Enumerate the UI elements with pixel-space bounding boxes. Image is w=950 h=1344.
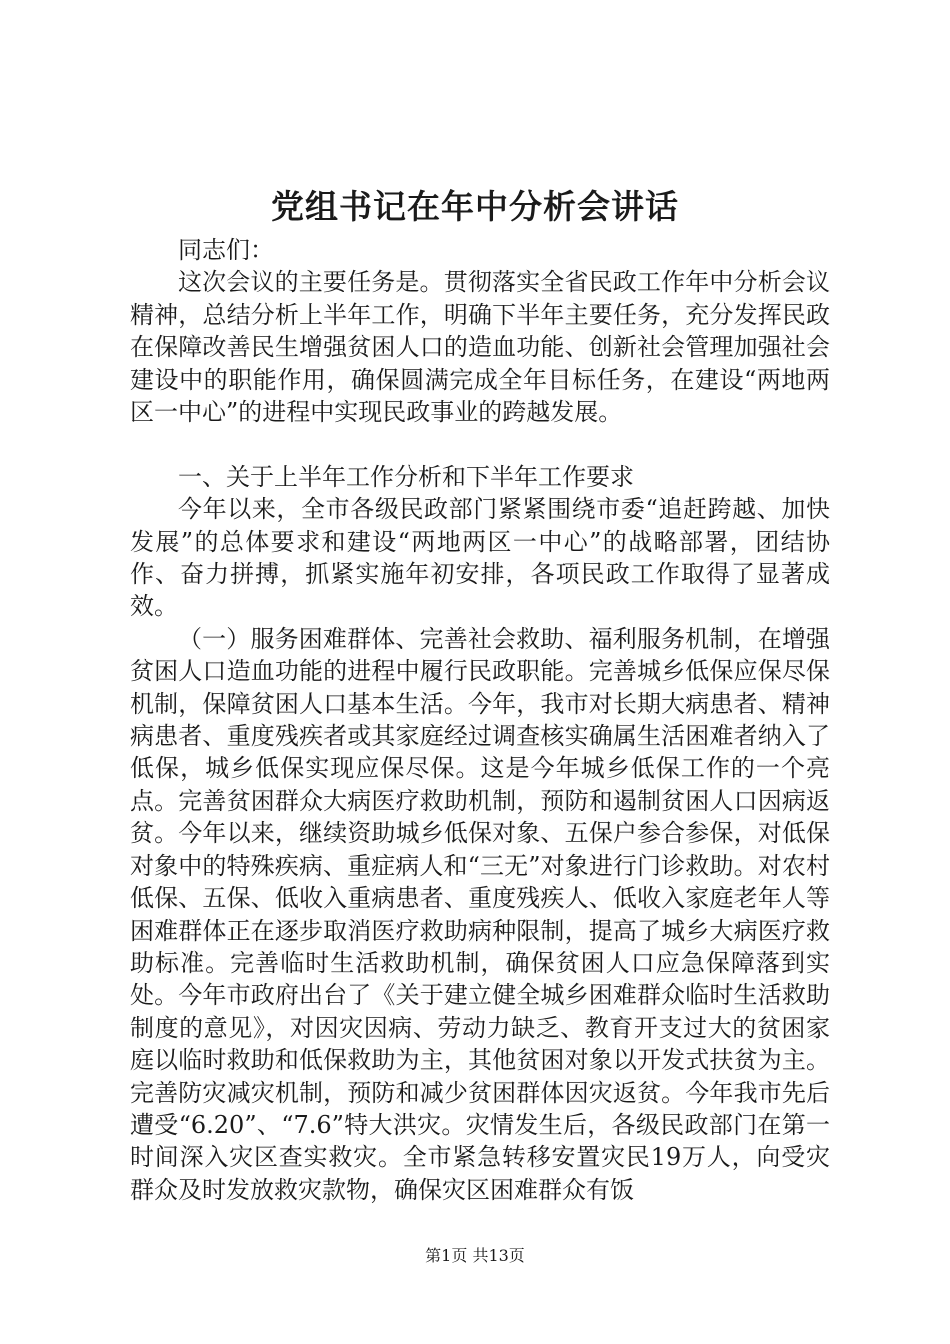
paragraph-intro: 这次会议的主要任务是。贯彻落实全省民政工作年中分析会议精神，总结分析上半年工作，明确下半年主要任务，充分发挥民政在保障改善民生增强贫困人口的造血功能、创新社会管理加强社会建设中的职能作用，确保圆满完成全年目标任务，在建设“两地两区一中心”的进程中实现民政事业的跨越发展。 xyxy=(130,268,830,427)
paragraph-overview: 今年以来，全市各级民政部门紧紧围绕市委“追赶跨越、加快发展”的总体要求和建设“两地两区一中心”的战略部署，团结协作、奋力拼搏，抓紧实施年初安排，各项民政工作取得了显著成效。 xyxy=(130,495,830,621)
page-number-footer: 第1页 共13页 xyxy=(425,1246,525,1265)
paragraph-spacer xyxy=(130,428,830,460)
greeting: 同志们： xyxy=(178,236,274,264)
document-body xyxy=(130,234,830,1206)
section-heading: 一、关于上半年工作分析和下半年工作要求 xyxy=(178,462,634,491)
paragraph-section-1: （一）服务困难群体、完善社会救助、福利服务机制，在增强贫困人口造血功能的进程中履行民政职能。完善城乡低保应保尽保机制，保障贫困人口基本生活。今年，我市对长期大病患者、精神病患者、重度残疾者或其家庭经过调查核实确属生活困难者纳入了低保，城乡低保实现应保尽保。这是今年城乡低保工作的一个亮点。完善贫困群众大病医疗救助机制，预防和遏制贫困人口因病返贫。今年以来，继续资助城乡低保对象、五保户参合参保，对低保对象中的特殊疾病、重症病人和“三无”对象进行门诊救助。对农村低保、五保、低收入重病患者、重度残疾人、低收入家庭老年人等困难群体正在逐步取消医疗救助病种限制，提高了城乡大病医疗救助标准。完善临时生活救助机制，确保贫困人口应急保障落到实处。今年市政府出台了《关于建立健全城乡困难群众临时生活救助制度的意见》，对因灾因病、劳动力缺乏、教育开支过大的贫困家庭以临时救助和低保救助为主，其他贫困对象以开发式扶贫为主。完善防灾减灾机制，预防和减少贫困群体因灾返贫。今年我市先后遭受“6.20”、“7.6”特大洪灾。灾情发生后，各级民政部门在第一时间深入灾区查实救灾。全市紧急转移安置灾民19万人，向受灾群众及时发放救灾款物，确保灾区困难群众有饭 xyxy=(130,624,830,1204)
document-title: 党组书记在年中分析会讲话 xyxy=(271,187,679,226)
